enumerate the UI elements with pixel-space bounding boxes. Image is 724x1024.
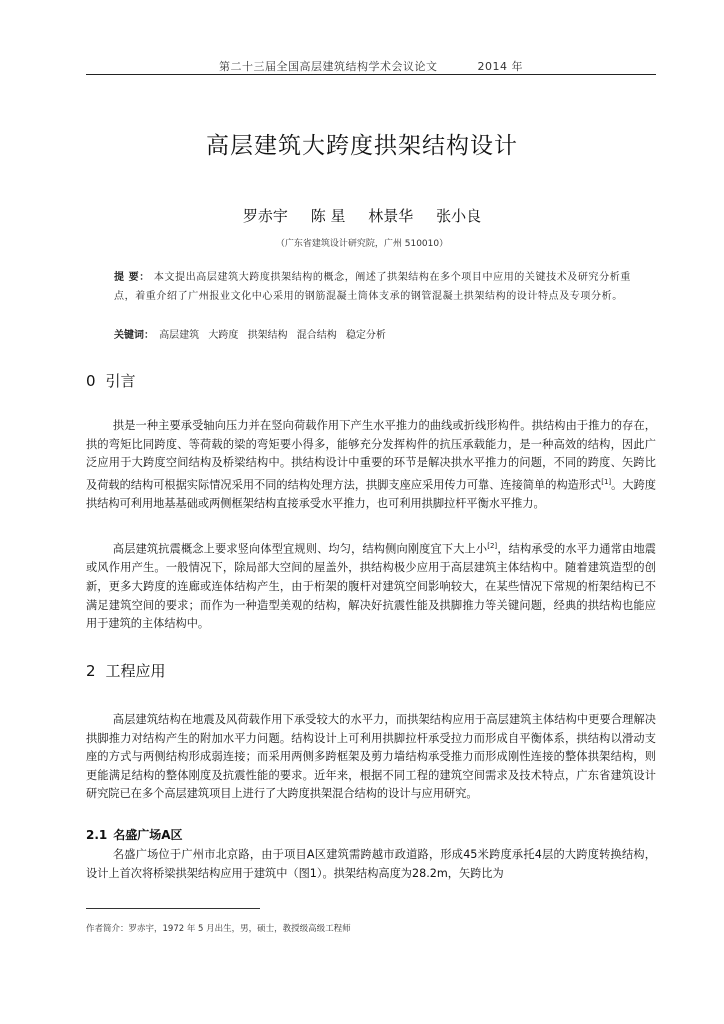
author: 林景华 [368, 207, 414, 225]
author: 张小良 [436, 207, 482, 225]
author: 罗赤宇 [242, 207, 288, 225]
keyword: 稳定分析 [345, 330, 386, 341]
keyword: 高层建筑 [159, 330, 200, 341]
application-paragraph-1: 高层建筑结构在地震及风荷载作用下承受较大的水平力，而拱架结构应用于高层建筑主体结构中更要合理解决拱脚推力对结构产生的附加水平力问题。结构设计上可利用拱脚拉杆承受拉力而形成自平衡体系，拱结构以滑动支座的方式与两侧结构形成弱连接；而采用两侧多跨框架及剪力墙结构承受推力而形成刚性连接的整体拱架结构，则更能满足结构的整体刚度及抗震性能的要求。近年来，根据不同工程的建筑空间需求及技术特点，广东省建筑设计研究院已在多个高层建筑项目上进行了大跨度拱架混合结构的设计与应用研究。 [86, 713, 656, 801]
author-list [0, 205, 724, 226]
header-rule [86, 74, 656, 75]
footnote-rule [86, 908, 260, 909]
keyword: 大跨度 [208, 330, 239, 341]
abstract [114, 268, 644, 306]
keywords [114, 326, 644, 345]
keyword: 混合结构 [296, 330, 337, 341]
paper-title: 高层建筑大跨度拱架结构设计 [206, 133, 518, 159]
subsection-number: 2.1 [86, 828, 108, 842]
section-title: 引言 [105, 372, 136, 390]
subsection-title: 名盛广场A区 [113, 828, 183, 842]
citation-ref[interactable]: [2] [487, 542, 498, 550]
keywords-label: 关键词： [114, 330, 154, 341]
keyword: 拱架结构 [247, 330, 288, 341]
abstract-text: 本文提出高层建筑大跨度拱架结构的概念，阐述了拱架结构在多个项目中应用的关键技术及研究分析重点，着重介绍了广州报业文化中心采用的钢筋混凝土筒体支承的钢管混凝土拱架结构的设计特点及专项分析。 [114, 272, 631, 302]
abstract-label: 提 要： [114, 272, 150, 283]
intro-paragraph-2: 高层建筑抗震概念上要求竖向体型宜规则、均匀，结构侧向刚度宜下大上小[2]，结构承受的水平力通常由地震或风作用产生。一般情况下，除局部大空间的屋盖外，拱结构极少应用于高层建筑主体结构中。随着建筑造型的创新，更多大跨度的连廊或连体结构产生，由于桁架的腹杆对建筑空间影响较大，在某些情况下常规的桁架结构已不满足建筑空间的要求；而作为一种造型美观的结构，解决好抗震性能及拱脚推力等关键问题，经典的拱结构也能应用于建筑的主体结构中。 [86, 542, 656, 631]
section-title: 工程应用 [105, 662, 166, 680]
section-heading-intro [86, 370, 136, 391]
subsection-heading [86, 826, 183, 843]
author: 陈 星 [310, 207, 346, 225]
section-number: 0 [86, 372, 96, 390]
author-footnote: 作者简介：罗赤宇，1972 年 5 月出生，男，硕士，教授级高级工程师 [86, 924, 351, 934]
subsection-paragraph-1: 名盛广场位于广州市北京路，由于项目A区建筑需跨越市政道路，形成45米跨度承托4层的大跨度转换结构，设计上首次将桥梁拱架结构应用于建筑中（图1）。拱架结构高度为28.2m，矢跨比为 [86, 848, 656, 880]
section-heading-application [86, 660, 166, 681]
citation-ref[interactable]: [1] [601, 477, 612, 486]
affiliation: （广东省建筑设计研究院，广州 510010） [275, 239, 449, 249]
intro-paragraph-1: 拱是一种主要承受轴向压力并在竖向荷载作用下产生水平推力的曲线或折线形构件。拱结构由于推力的存在，拱的弯矩比同跨度、等荷载的梁的弯矩要小得多，能够充分发挥构件的抗压承载能力，是一种高效的结构，因此广泛应用于大跨度空间结构及桥梁结构中。拱结构设计中重要的环节是解决拱水平推力的问题，不同的跨度、矢跨比及荷载的结构可根据实际情况采用不同的结构处理方法，拱脚支座应采用传力可靠、连接简单的构造形式[1]。大跨度拱结构可利用地基基础或两侧框架结构直接承受水平推力，也可利用拱脚拉杆平衡水平推力。 [86, 419, 656, 511]
section-number: 2 [86, 662, 96, 680]
conference-year: 2014 年 [477, 60, 523, 73]
conference-name: 第二十三届全国高层建筑结构学术会议论文 [219, 60, 438, 73]
running-header [86, 58, 656, 74]
